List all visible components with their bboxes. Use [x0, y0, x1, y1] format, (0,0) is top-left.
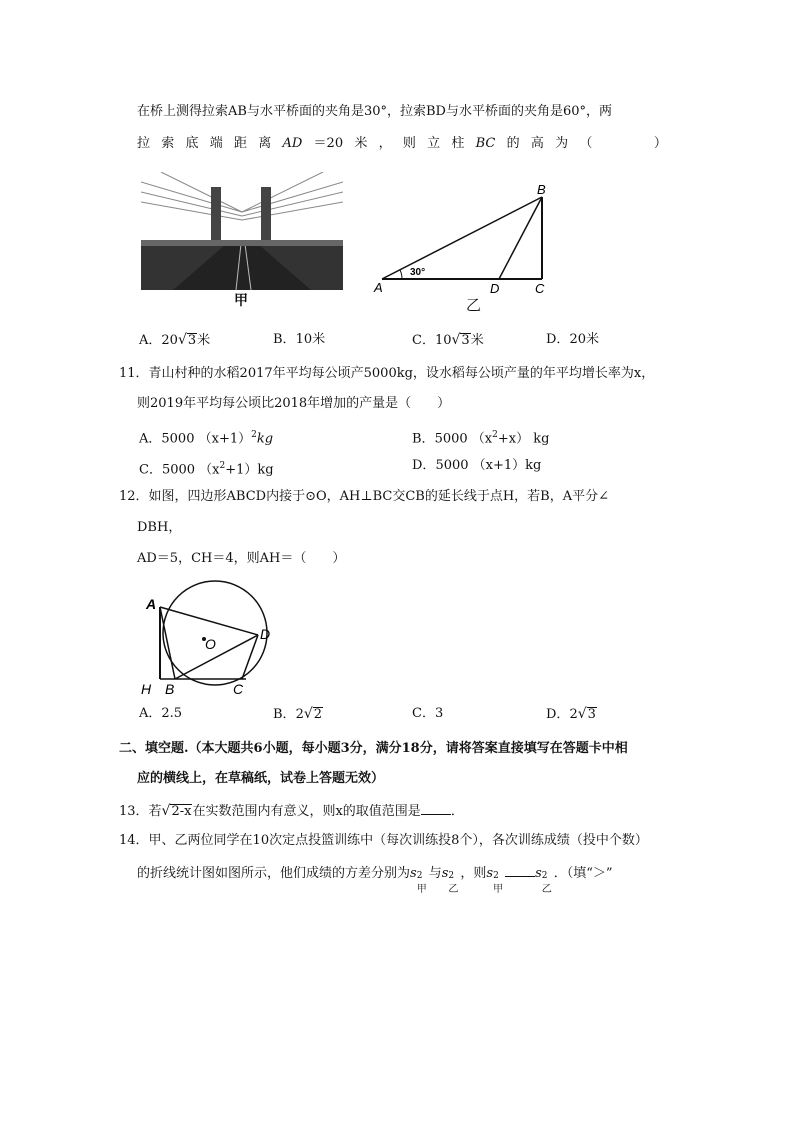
- label-O: O: [205, 636, 216, 652]
- q10-line2-piece: 索: [161, 136, 175, 151]
- q11-option-d[interactable]: D．5000 （x+1）kg: [412, 458, 542, 473]
- q10-line2-piece: 端: [209, 136, 223, 151]
- section2-line2: 应的横线上，在草稿纸，试卷上答题无效）: [137, 771, 385, 786]
- label-B2: B: [165, 681, 175, 697]
- bridge-photo: [141, 172, 343, 290]
- q10-line2-piece: 距: [234, 136, 248, 151]
- q10-option-c[interactable]: C．10√3米: [412, 332, 484, 348]
- q10-line2-piece: 米: [354, 136, 368, 151]
- q10-line2-piece: AD: [282, 136, 303, 151]
- q12-line2: DBH，: [137, 520, 182, 535]
- q10-line2-piece: 则: [402, 136, 416, 151]
- q10-line2-piece: 离: [258, 136, 272, 151]
- q11-option-a[interactable]: A．5000 $(x+1)^2kg$: [139, 430, 274, 447]
- q10-line2-piece: BC: [475, 136, 496, 151]
- q10-option-b[interactable]: B．10米: [273, 332, 326, 347]
- label-D: D: [490, 281, 500, 296]
- q10-line2-piece: 拉: [137, 136, 151, 151]
- q10-line2-piece: ＝20: [313, 136, 344, 151]
- q11-option-b[interactable]: B．5000 $(x^2+x)$ kg: [412, 430, 550, 447]
- q10-line2-piece: （: [579, 136, 593, 151]
- q13-line: 13．若√2-x在实数范围内有意义，则x的取值范围是 ．: [119, 803, 464, 819]
- q10-option-d[interactable]: D．20米: [546, 332, 599, 347]
- q12-option-c[interactable]: C．3: [412, 706, 444, 721]
- q10-line2-piece: 底: [185, 136, 199, 151]
- q10-line2-piece: 柱: [451, 136, 465, 151]
- q10-line2-piece: 高: [530, 136, 544, 151]
- label-A: A: [374, 280, 383, 295]
- section2-line1: 二、填空题.（本大题共6小题，每小题3分，满分18分，请将答案直接填写在答题卡中相: [119, 741, 628, 756]
- q10-line1: 在桥上测得拉索AB与水平桥面的夹角是30°，拉索BD与水平桥面的夹角是60°，两: [137, 104, 613, 119]
- q10-line2-piece: 为: [555, 136, 569, 151]
- q11-line2: 则2019年平均每公顷比2018年增加的产量是（ ）: [137, 396, 451, 411]
- q12-option-d[interactable]: D．2√3: [546, 706, 596, 722]
- q13-answer-blank[interactable]: [421, 802, 451, 815]
- label-C: C: [535, 281, 545, 296]
- label-H: H: [141, 681, 152, 697]
- circle-figure: [138, 578, 288, 700]
- q10-line2-piece: 的: [506, 136, 520, 151]
- q10-line2-piece: 立: [427, 136, 441, 151]
- q11-line1: 11．青山村种的水稻2017年平均每公顷产5000kg，设水稻每公顷产量的年平均增长率为x，: [119, 366, 655, 381]
- q10-line2-piece: ）: [653, 136, 667, 151]
- q10-line2-piece: [604, 135, 643, 153]
- label-A2: A: [146, 596, 157, 612]
- q12-line1: 12．如图，四边形ABCD内接于⊙O，AH⊥BC交CB的延长线于点H，若B，A平分∠: [119, 489, 610, 504]
- label-D2: D: [260, 626, 271, 642]
- q11-option-c[interactable]: C．5000 $(x^2+1)kg$: [139, 461, 274, 478]
- label-C2: C: [233, 681, 244, 697]
- q14-line1: 14．甲、乙两位同学在10次定点投篮训练中（每次训练投8个），各次训练成绩（投中个数）: [119, 833, 648, 848]
- q10-line2: [137, 135, 667, 153]
- q12-option-b[interactable]: B．2√2: [273, 706, 323, 722]
- q12-option-a[interactable]: A．2.5: [139, 706, 183, 721]
- label-angle: 30°: [410, 267, 426, 278]
- q10-option-a[interactable]: A．20√3米: [139, 332, 211, 348]
- triangle-figure: [372, 180, 562, 310]
- label-B: B: [537, 182, 546, 197]
- q14-line2: 的折线统计图如图所示，他们成绩的方差分别为s 2 甲 与s 2 乙 ，则s 2 甲 s 2 乙 ．（填“＞”: [137, 866, 613, 895]
- photo-caption: 甲: [234, 293, 248, 309]
- q10-line2-piece: ，: [378, 136, 392, 151]
- fig-caption: 乙: [466, 296, 482, 314]
- q14-answer-blank[interactable]: [505, 864, 535, 877]
- q12-line3: AD＝5，CH＝4，则AH＝（ ）: [137, 551, 346, 566]
